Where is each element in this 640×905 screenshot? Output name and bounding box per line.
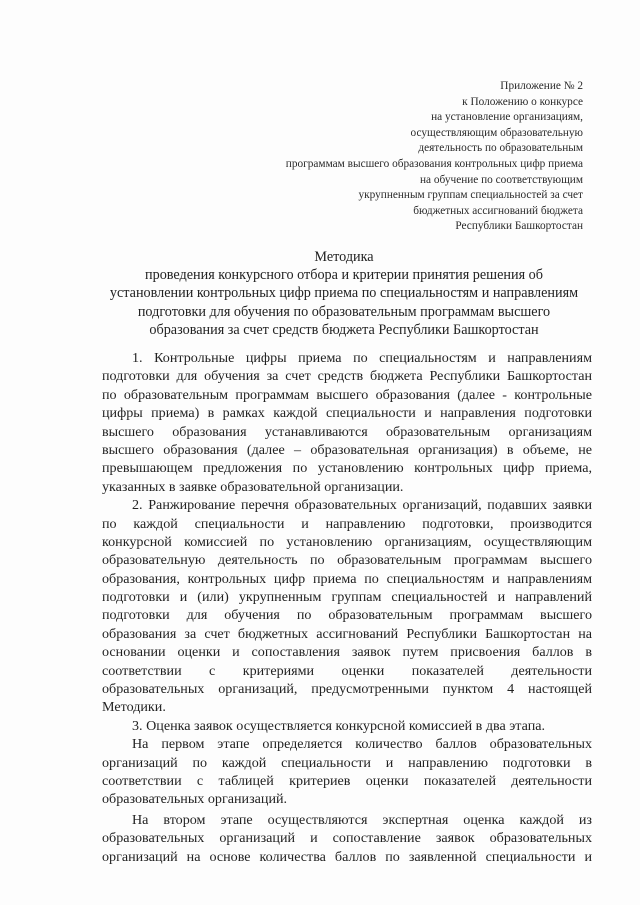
annex-line: Приложение № 2 [500, 80, 583, 92]
title-line: подготовки для обучения по образовательным программам высшего [137, 303, 551, 320]
title-line: образования за счет средств бюджета Республики Башкортостан [149, 321, 539, 338]
paragraph-line: организаций по каждой специальности и направлению подготовки в [102, 754, 592, 771]
annex-line: на обучение по соответствующим [420, 173, 583, 186]
paragraph-line: по образовательным программам высшего образования (далее - контрольные [102, 386, 592, 403]
title-line: проведения конкурсного отбора и критерии принятия решения об [145, 267, 543, 284]
paragraph-line: образования за счет бюджетных ассигнований Республики Башкортостан на [102, 625, 592, 642]
annex-header [243, 79, 583, 235]
annex-line: осуществляющим образовательную [410, 126, 583, 139]
paragraph-line: Методики. [102, 699, 166, 716]
title-line: Методика [314, 249, 374, 265]
annex-line: Республики Башкортостан [455, 220, 583, 233]
annex-line: деятельность по образовательным [418, 142, 583, 155]
paragraph-line: конкурсной комиссией по установлению организациям, осуществляющим [102, 533, 592, 550]
paragraph-line: 3. Оценка заявок осуществляется конкурсной комиссией в два этапа. [132, 717, 546, 734]
paragraph-line: 1. Контрольные цифры приема по специальностям и направлениям [132, 350, 592, 366]
paragraph-line: высшего образования устанавливаются образовательным организациям [102, 423, 592, 440]
annex-line: на установление организациям, [431, 111, 583, 124]
paragraph-line: соответствии с таблицей критериев оценки показателей деятельности [102, 772, 592, 789]
paragraph-line: образовательную деятельность по образовательным программам высшего [102, 552, 592, 569]
document-title [94, 248, 594, 339]
paragraph-line: На втором этапе осуществляются экспертная оценка каждой из [132, 811, 592, 828]
paragraph-line: подготовки и (или) укрупненным группам специальностей и направлений [102, 589, 592, 606]
paragraph-line: высшего образования (далее – образовательная организация) в объеме, не [102, 441, 592, 458]
annex-line: бюджетных ассигнований бюджета [413, 204, 583, 217]
paragraph-line: цифры приема) в рамках каждой специальности и направления подготовки [102, 405, 592, 422]
paragraph-line: образования, контрольных цифр приема по специальностям и направлениям [102, 570, 592, 587]
paragraph-line: На первом этапе определяется количество баллов образовательных [132, 736, 592, 753]
paragraph-line: 2. Ранжирование перечня образовательных организаций, подавших заявки [132, 497, 592, 514]
paragraph-line: образовательных организаций, предусмотренными пунктом 4 настоящей [102, 681, 592, 698]
paragraph-line: основании оценки и сопоставления заявок путем присвоения баллов в [102, 644, 592, 661]
paragraph-line: по каждой специальности и направлению подготовки, производится [102, 515, 592, 532]
paragraph-line: организаций на основе количества баллов по заявленной специальности и [102, 848, 592, 865]
paragraph-line: образовательных организаций и сопоставление заявок образовательных [102, 830, 592, 847]
paragraph-line: подготовки для обучения за счет средств бюджета Республики Башкортостан [102, 368, 592, 385]
annex-line: укрупненным группам специальностей за счет [358, 189, 583, 202]
paragraph-line: образовательных организаций. [102, 791, 288, 808]
title-line: установлении контрольных цифр приема по специальностям и направлениям [109, 285, 579, 302]
document-body [102, 349, 592, 866]
annex-line: программам высшего образования контрольных цифр приема [285, 157, 583, 170]
paragraph-line: подготовки для обучения по образовательным программам высшего [102, 607, 592, 624]
annex-line: к Положению о конкурсе [462, 95, 583, 108]
paragraph-line: соответствии с критериями оценки показателей деятельности [102, 662, 592, 679]
paragraph-line: указанных в заявке образовательной организации. [102, 478, 404, 495]
paragraph-line: превышающем предложения по установлению контрольных цифр приема, [102, 460, 592, 477]
